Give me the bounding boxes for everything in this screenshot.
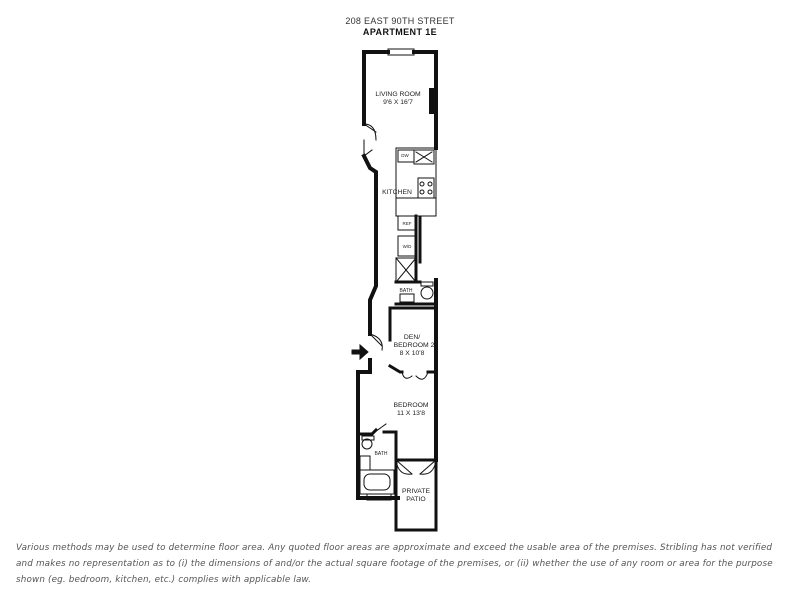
dishwasher-label: DW [401,153,409,158]
den-label-line1: DEN/ [403,334,421,341]
disclaimer-text: Various methods may be used to determine floor area. Any quoted floor areas are approximate and exceed the usable area of the premises. Stribling has not verified and makes no representation as to (i) the dimensions of and/or the actual square footage of the premises, or (ii) whether the use of any room or area for the purpose shown (eg. bedroom, kitchen, etc.) complies with applicable law. [16,543,773,585]
lower-bath-fixtures [360,436,394,494]
patio-label-line1: PRIVATE [401,488,431,495]
living-room-radiator [429,88,434,114]
lower-bath-label: BATH [374,451,388,457]
den-dims: 8 X 10'8 [399,350,425,357]
address-label: 208 EAST 90TH STREET [345,16,455,26]
living-room-label: LIVING ROOM [375,91,421,98]
unit-label: APARTMENT 1E [362,27,438,37]
patio-label-line2: PATIO [406,496,426,503]
washer-dryer-label: W/D [402,244,412,249]
bedroom-label: BEDROOM [393,402,429,409]
refrigerator-label: REF [402,221,412,226]
entry-arrow-icon [352,345,368,359]
living-room-dims: 9'6 X 16'7 [383,99,413,106]
den-label-line2: BEDROOM 2 [393,342,435,349]
bedroom-dims: 11 X 13'8 [396,410,426,417]
upper-bath-label: BATH [399,288,413,294]
kitchen-label: KITCHEN [382,189,412,196]
